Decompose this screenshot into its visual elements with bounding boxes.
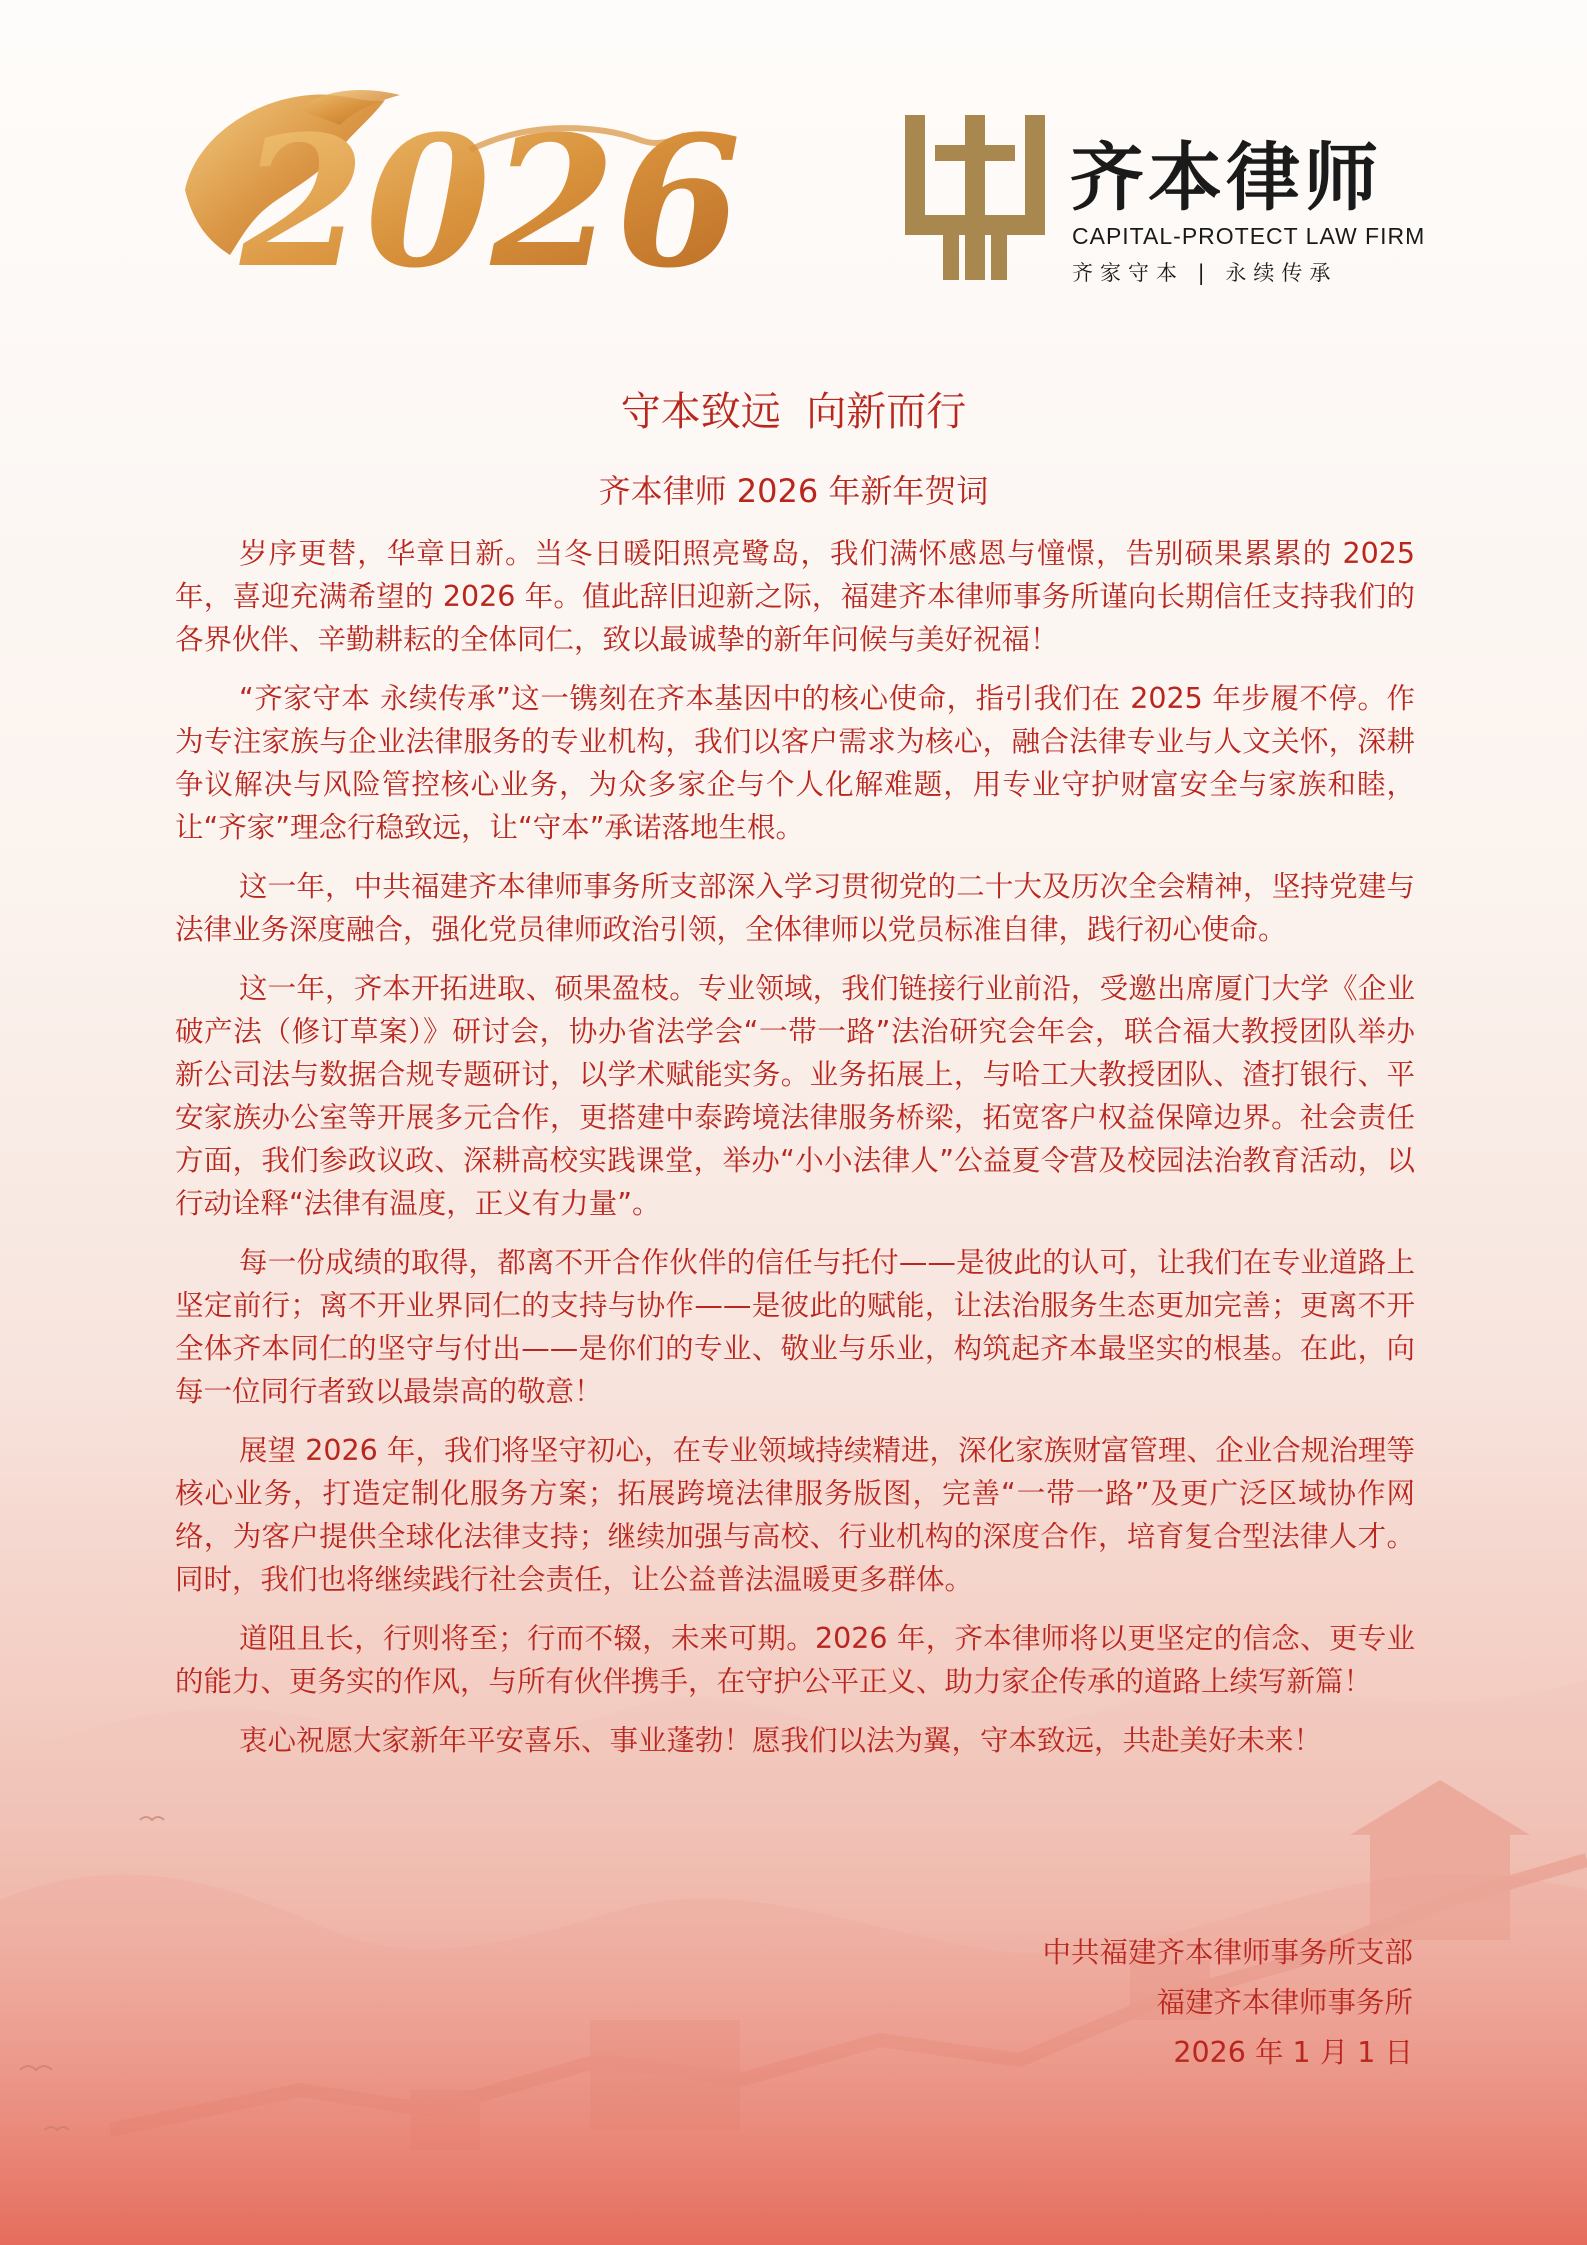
signature-block [1042,1928,1413,2078]
year-2026-logo [170,80,741,308]
paragraph: 这一年，中共福建齐本律师事务所支部深入学习贯彻党的二十大及历次全会精神，坚持党建与法律业务深度融合，强化党员律师政治引领，全体律师以党员标准自律，践行初心使命。 [175,870,1415,946]
firm-logo [905,115,1426,285]
letter-body [175,532,1415,1778]
paragraph: 岁序更替，华章日新。当冬日暖阳照亮鹭岛，我们满怀感恩与憧憬，告别硕果累累的 2025 年，喜迎充满希望的 2026 年。值此辞旧迎新之际，福建齐本律师事务所谨向长期信任支持我们的各界伙伴、辛勤耕耘的全体同仁，致以最诚挚的新年问候与美好祝福！ [175,537,1415,656]
paragraph: 道阻且长，行则将至；行而不辍，未来可期。2026 年，齐本律师将以更坚定的信念、更专业的能力、更务实的作风，与所有伙伴携手，在守护公平正义、助力家企传承的道路上续写新篇！ [175,1622,1415,1698]
paragraph: 展望 2026 年，我们将坚守初心，在专业领域持续精进，深化家族财富管理、企业合规治理等核心业务，打造定制化服务方案；拓展跨境法律服务版图，完善“一带一路”及更广泛区域协作网络，为客户提供全球化法律支持；继续加强与高校、行业机构的深度合作，培育复合型法律人才。同时，我们也将继续践行社会责任，让公益普法温暖更多群体。 [175,1434,1415,1596]
firm-name-chinese: 齐本律师 [1070,135,1382,221]
paragraph: 这一年，齐本开拓进取、硕果盈枝。专业领域，我们链接行业前沿，受邀出席厦门大学《企业破产法（修订草案）》研讨会，协办省法学会“一带一路”法治研究会年会，联合福大教授团队举办新公司法与数据合规专题研讨，以学术赋能实务。业务拓展上，与哈工大教授团队、渣打银行、平安家族办公室等开展多元合作，更搭建中泰跨境法律服务桥梁，拓宽客户权益保障边界。社会责任方面，我们参政议政、深耕高校实践课堂，举办“小小法律人”公益夏令营及校园法治教育活动，以行动诠释“法律有温度，正义有力量”。 [175,972,1415,1220]
firm-motto: 齐家守本 | 永续传承 [1072,261,1338,285]
signature-org-party-branch: 中共福建齐本律师事务所支部 [1042,1936,1413,1969]
year-logo-text: 2026 [240,97,741,308]
letter-title: 守本致远 向新而行 [620,389,967,435]
signature-date: 2026 年 1 月 1 日 [1173,2036,1413,2069]
firm-name-english: CAPITAL-PROTECT LAW FIRM [1072,223,1426,249]
paragraph: 每一份成绩的取得，都离不开合作伙伴的信任与托付——是彼此的认可，让我们在专业道路上坚定前行；离不开业界同仁的支持与协作——是彼此的赋能，让法治服务生态更加完善；更离不开全体齐本同仁的坚守与付出——是你们的专业、敬业与乐业，构筑起齐本最坚实的根基。在此，向每一位同行者致以最崇高的敬意！ [175,1246,1415,1408]
signature-org-firm: 福建齐本律师事务所 [1156,1986,1413,2019]
letter-subtitle: 齐本律师 2026 年新年贺词 [598,472,989,510]
firm-mark-icon [905,115,1045,280]
paragraph: 衷心祝愿大家新年平安喜乐、事业蓬勃！愿我们以法为翼，守本致远，共赴美好未来！ [239,1724,1323,1757]
paragraph: “齐家守本 永续传承”这一镌刻在齐本基因中的核心使命，指引我们在 2025 年步履不停。作为专注家族与企业法律服务的专业机构，我们以客户需求为核心，融合法律专业与人文关怀，深耕争议解决与风险管控核心业务，为众多家企与个人化解难题，用专业守护财富安全与家族和睦，让“齐家”理念行稳致远，让“守本”承诺落地生根。 [175,682,1415,844]
